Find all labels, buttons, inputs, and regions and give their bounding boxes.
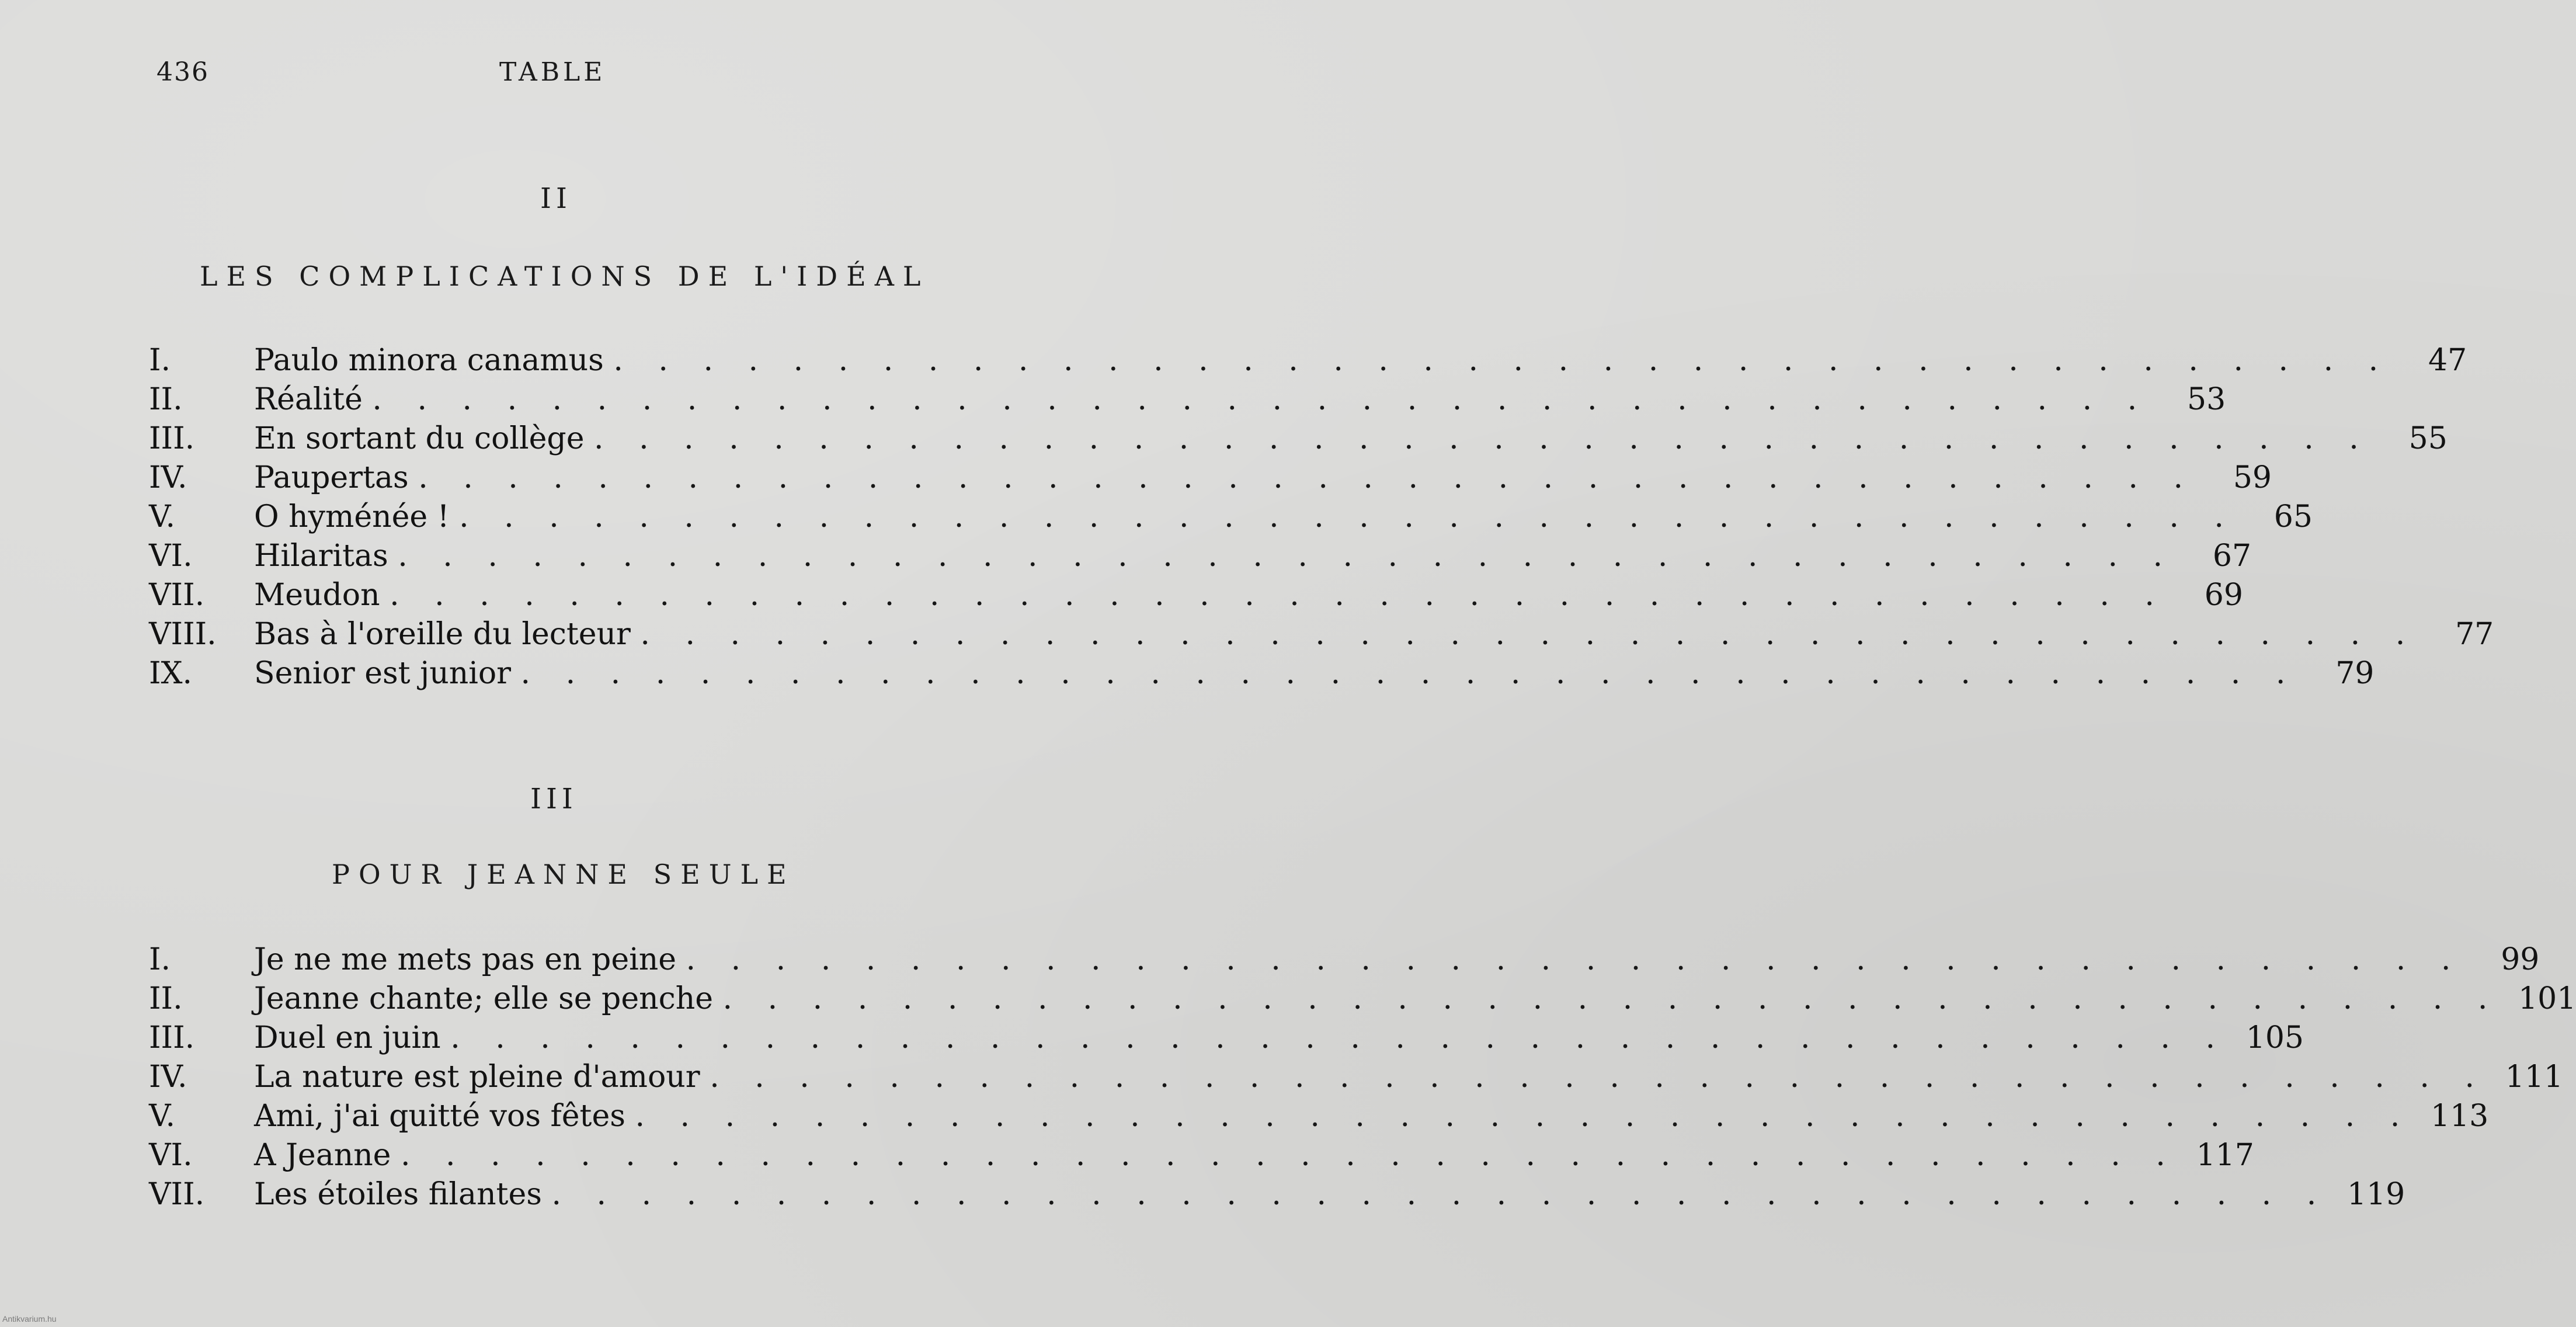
chapter-title: [254, 421, 2372, 456]
chapter-title-text: Duel en juin: [254, 1020, 441, 1055]
chapter-title: [254, 578, 2167, 613]
chapter-title-text: O hyménée !: [254, 499, 450, 534]
toc-entry: [149, 656, 2375, 695]
chapter-page: 117: [2196, 1138, 2254, 1173]
chapter-title: [254, 942, 2463, 977]
chapter-page: 47: [2428, 343, 2467, 378]
chapter-numeral: I.: [149, 343, 171, 378]
chapter-numeral: V.: [149, 499, 175, 534]
chapter-page: 79: [2335, 656, 2375, 691]
chapter-title: [254, 1059, 2487, 1095]
chapter-title: [254, 1099, 2412, 1134]
chapter-title-text: Je ne me mets pas en peine: [254, 942, 676, 977]
leader-dots: . . . . . . . . . . . . . . . . . . . . . . . . . . . . . . . . . . . . . . . .: [401, 1138, 2178, 1173]
leader-dots: . . . . . . . . . . . . . . . . . . . . . . . . . . . . . . . . . . . . . . . .: [372, 382, 2150, 417]
chapter-numeral: III.: [149, 1020, 195, 1055]
toc-entry: [149, 617, 2494, 656]
leader-dots: . . . . . . . . . . . . . . . . . . . . . . . . . . . . . . . . . . . . . . . .: [686, 942, 2464, 977]
toc-entry: [149, 1177, 2405, 1216]
chapter-numeral: IV.: [149, 1059, 187, 1095]
chapter-title-text: Paupertas: [254, 460, 409, 495]
part-title: POUR JEANNE SEULE: [332, 859, 795, 890]
leader-dots: . . . . . . . . . . . . . . . . . . . . . . . . . . . . . . . . . . . . . . . .: [635, 1099, 2413, 1134]
toc-entry: [149, 382, 2226, 421]
toc-entry: [149, 1020, 2304, 1059]
chapter-title-text: Réalité: [254, 382, 363, 417]
chapter-title: [254, 1177, 2329, 1212]
chapter-title: [254, 656, 2298, 691]
toc-entry: [149, 421, 2448, 460]
chapter-title: [254, 382, 2150, 417]
chapter-numeral: V.: [149, 1099, 175, 1134]
chapter-title: [254, 1020, 2228, 1055]
chapter-numeral: VI.: [149, 1138, 193, 1173]
leader-dots: . . . . . . . . . . . . . . . . . . . . . . . . . . . . . . . . . . . . . . . .: [459, 499, 2237, 534]
toc-entry: [149, 499, 2313, 539]
chapter-numeral: VI.: [149, 539, 193, 574]
chapter-numeral: II.: [149, 981, 183, 1016]
leader-dots: . . . . . . . . . . . . . . . . . . . . . . . . . . . . . . . . . . . . . . . .: [418, 460, 2196, 495]
leader-dots: . . . . . . . . . . . . . . . . . . . . . . . . . . . . . . . . . . . . . . . .: [722, 981, 2501, 1016]
chapter-page: 101: [2518, 981, 2576, 1016]
chapter-page: 55: [2408, 421, 2448, 456]
chapter-page: 69: [2204, 578, 2243, 613]
chapter-numeral: VIII.: [149, 617, 217, 652]
chapter-numeral: IV.: [149, 460, 187, 495]
toc-entry: [149, 942, 2540, 981]
toc-list-part-3: [149, 942, 2576, 1216]
chapter-page: 119: [2347, 1177, 2405, 1212]
chapter-title-text: Les étoiles filantes: [254, 1177, 542, 1212]
leader-dots: . . . . . . . . . . . . . . . . . . . . . . . . . . . . . . . . . . . . . . . .: [613, 343, 2391, 378]
toc-entry: [149, 539, 2252, 578]
part-numeral: III: [530, 783, 578, 815]
toc-entry: [149, 1059, 2564, 1099]
leader-dots: . . . . . . . . . . . . . . . . . . . . . . . . . . . . . . . . . . . . . . . .: [551, 1177, 2330, 1212]
chapter-numeral: VII.: [149, 578, 205, 613]
chapter-page: 59: [2233, 460, 2272, 495]
chapter-title-text: Ami, j'ai quitté vos fêtes: [254, 1099, 625, 1134]
chapter-title: [254, 617, 2418, 652]
leader-dots: . . . . . . . . . . . . . . . . . . . . . . . . . . . . . . . . . . . . . . . .: [710, 1059, 2488, 1095]
chapter-page: 111: [2505, 1059, 2564, 1095]
chapter-numeral: I.: [149, 942, 171, 977]
running-head: TABLE: [499, 57, 606, 87]
chapter-page: 65: [2273, 499, 2313, 534]
toc-entry: [149, 578, 2243, 617]
part-title: LES COMPLICATIONS DE L'IDÉAL: [200, 260, 930, 292]
chapter-title: [254, 499, 2237, 534]
chapter-numeral: IX.: [149, 656, 193, 691]
toc-list-part-2: [149, 343, 2494, 695]
toc-entry: [149, 1138, 2254, 1177]
chapter-title-text: Bas à l'oreille du lecteur: [254, 617, 631, 652]
chapter-title-text: Senior est junior: [254, 656, 511, 691]
chapter-page: 77: [2455, 617, 2494, 652]
chapter-title-text: En sortant du collège: [254, 421, 585, 456]
chapter-page: 99: [2501, 942, 2540, 977]
chapter-numeral: II.: [149, 382, 183, 417]
leader-dots: . . . . . . . . . . . . . . . . . . . . . . . . . . . . . . . . . . . . . . . .: [594, 421, 2372, 456]
chapter-numeral: III.: [149, 421, 195, 456]
chapter-title-text: La nature est pleine d'amour: [254, 1059, 700, 1095]
leader-dots: . . . . . . . . . . . . . . . . . . . . . . . . . . . . . . . . . . . . . . . .: [520, 656, 2299, 691]
chapter-title-text: Jeanne chante; elle se penche: [254, 981, 713, 1016]
chapter-title: [254, 1138, 2178, 1173]
watermark: Antikvarium.hu: [2, 1314, 57, 1323]
page-number: 436: [157, 57, 209, 87]
leader-dots: . . . . . . . . . . . . . . . . . . . . . . . . . . . . . . . . . . . . . . . .: [398, 539, 2176, 574]
chapter-numeral: VII.: [149, 1177, 205, 1212]
leader-dots: . . . . . . . . . . . . . . . . . . . . . . . . . . . . . . . . . . . . . . . .: [640, 617, 2418, 652]
chapter-title-text: A Jeanne: [254, 1138, 391, 1173]
chapter-title: [254, 460, 2196, 495]
leader-dots: . . . . . . . . . . . . . . . . . . . . . . . . . . . . . . . . . . . . . . . .: [450, 1020, 2229, 1055]
chapter-title-text: Meudon: [254, 578, 380, 613]
chapter-page: 105: [2245, 1020, 2304, 1055]
chapter-page: 113: [2431, 1099, 2489, 1134]
toc-entry: [149, 460, 2272, 499]
chapter-title: [254, 981, 2500, 1016]
chapter-page: 53: [2187, 382, 2226, 417]
part-numeral: II: [540, 182, 572, 215]
chapter-page: 67: [2212, 539, 2252, 574]
toc-entry: [149, 981, 2576, 1020]
toc-entry: [149, 343, 2467, 382]
chapter-title-text: Paulo minora canamus: [254, 343, 604, 378]
chapter-title: [254, 539, 2175, 574]
chapter-title-text: Hilaritas: [254, 539, 388, 574]
chapter-title: [254, 343, 2391, 378]
toc-entry: [149, 1099, 2489, 1138]
leader-dots: . . . . . . . . . . . . . . . . . . . . . . . . . . . . . . . . . . . . . . . .: [390, 578, 2167, 613]
